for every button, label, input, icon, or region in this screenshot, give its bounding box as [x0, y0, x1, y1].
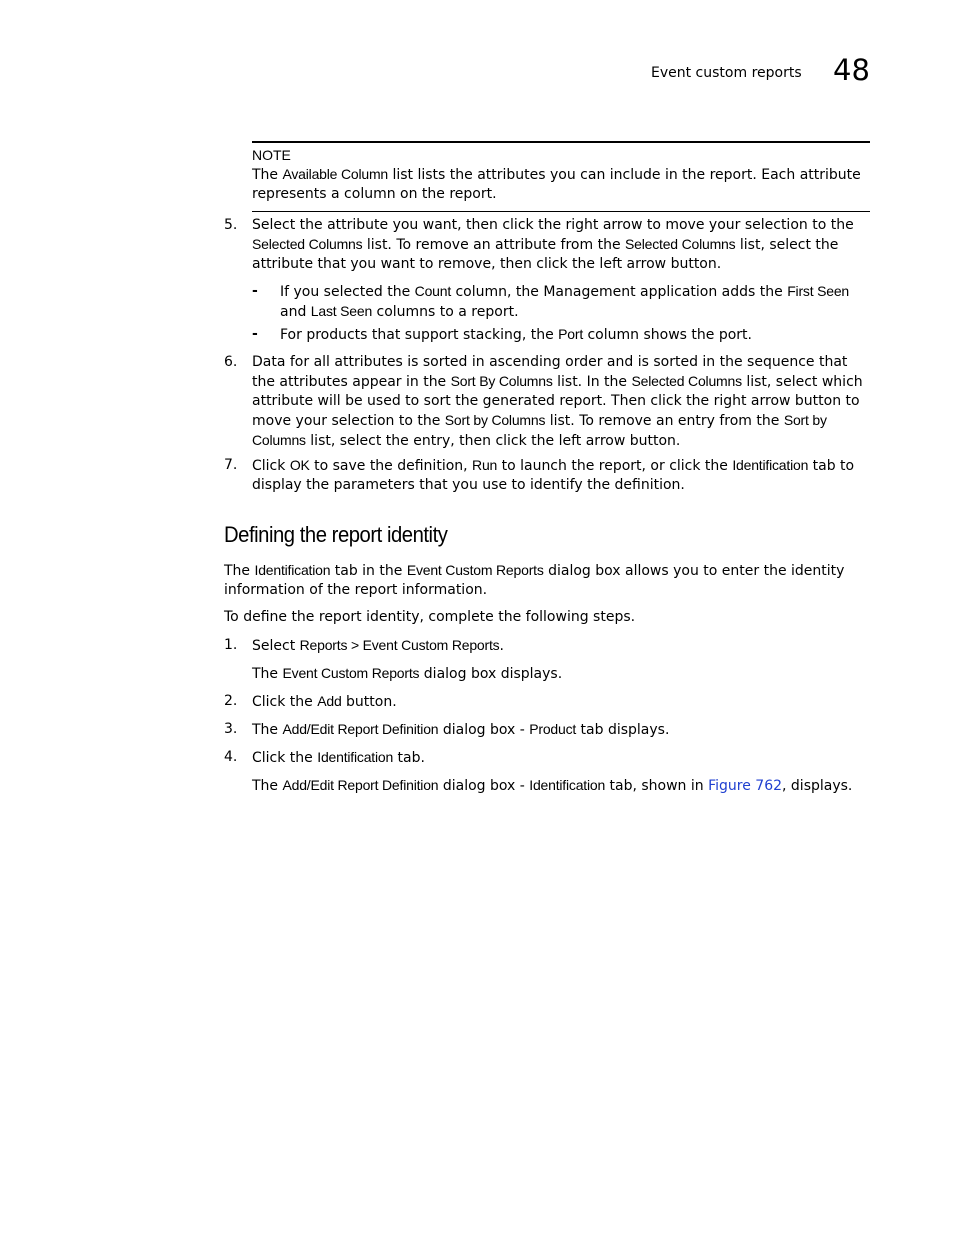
- step-text: Data for all attributes is sorted in ascending order and is sorted in the sequence that the attributes appear in the Sort By Columns list. In the Selected Columns list, select which attribute will be used to sort the generated report. Then click the right arrow button to move your selection to the Sort by Columns list. To remove an entry from the Sort by Columns list, select the entry, then click the left arrow button.: [252, 354, 863, 449]
- step-2: [224, 692, 870, 712]
- note-title: NOTE: [252, 147, 291, 163]
- intro-paragraph: The Identification tab in the Event Custom Reports dialog box allows you to enter the identity information of the report information.: [224, 562, 845, 598]
- sub-bullet-count: [252, 282, 870, 322]
- step-4: [224, 748, 870, 768]
- step-number: 1.: [224, 637, 238, 653]
- step-number: 2.: [224, 693, 238, 709]
- step-3: [224, 720, 870, 740]
- step-number: 5.: [224, 217, 238, 233]
- step-4-result: The Add/Edit Report Definition dialog box - Identification tab, shown in Figure 762, displays.: [252, 777, 853, 794]
- note-box: [252, 141, 870, 212]
- step-number: 7.: [224, 457, 238, 473]
- dash-bullet: -: [252, 283, 258, 299]
- step-7: [224, 456, 870, 495]
- step-1: [224, 636, 870, 656]
- note-text: The Available Column list lists the attributes you can include in the report. Each attribute represents a column on the report.: [252, 166, 861, 202]
- running-header-section: Event custom reports: [651, 65, 802, 81]
- dash-bullet: -: [252, 326, 258, 342]
- sub-bullet-text: For products that support stacking, the Port column shows the port.: [280, 326, 752, 343]
- step-text: Click the Add button.: [252, 693, 397, 710]
- chapter-number: 48: [833, 53, 870, 87]
- step-text: Click the Identification tab.: [252, 749, 425, 766]
- step-6: [224, 353, 870, 451]
- section-heading: Defining the report identity: [224, 522, 448, 547]
- step-text: Select the attribute you want, then click the right arrow to move your selection to the Selected Columns list. To remove an attribute from the Selected Columns list, select the attribute that you want to remove, then click the left arrow button.: [252, 217, 854, 272]
- step-text: Select Reports > Event Custom Reports.: [252, 637, 504, 654]
- step-number: 6.: [224, 354, 238, 370]
- step-1-result: The Event Custom Reports dialog box displays.: [252, 665, 563, 682]
- figure-link[interactable]: Figure 762: [708, 778, 783, 794]
- step-number: 4.: [224, 749, 238, 765]
- step-text: The Add/Edit Report Definition dialog box - Product tab displays.: [252, 721, 670, 738]
- step-5: [224, 216, 870, 274]
- step-text: Click OK to save the definition, Run to launch the report, or click the Identification tab to display the parameters that you use to identify the definition.: [252, 457, 855, 493]
- step-number: 3.: [224, 721, 238, 737]
- intro-steps-paragraph: To define the report identity, complete the following steps.: [224, 609, 636, 625]
- sub-bullet-text: If you selected the Count column, the Management application adds the First Seen and Last Seen columns to a report.: [280, 283, 850, 320]
- sub-bullet-port: [252, 325, 870, 345]
